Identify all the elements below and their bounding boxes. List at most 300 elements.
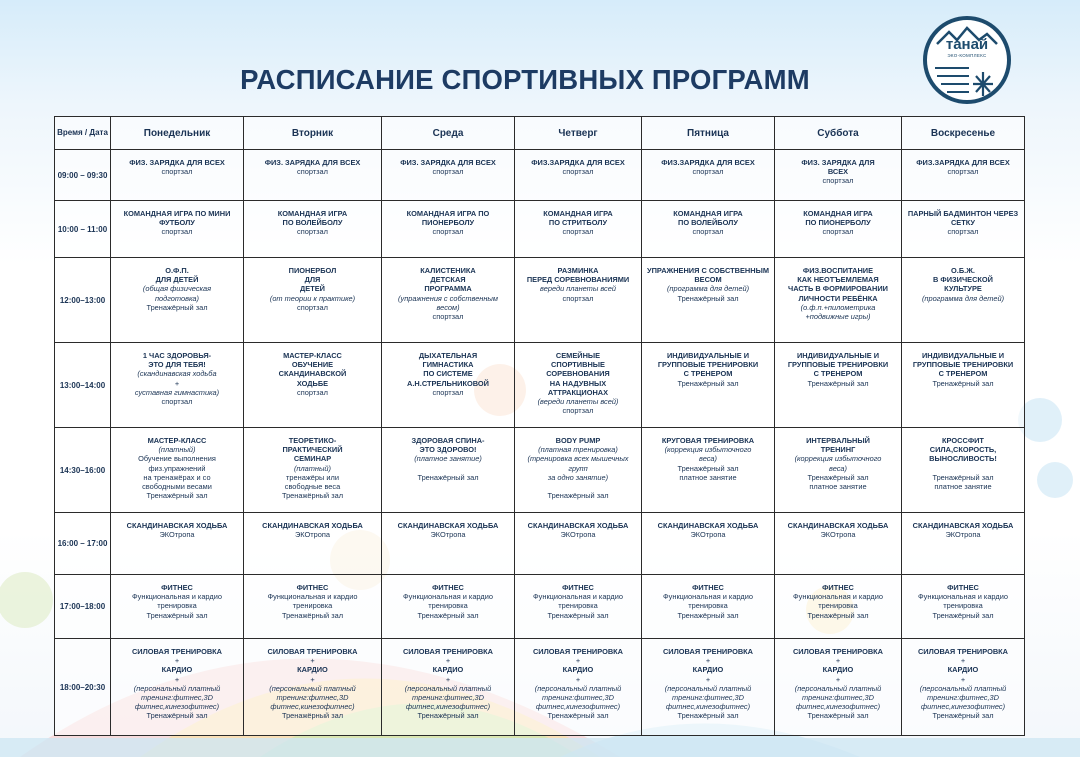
activity-detail-line: + — [310, 674, 315, 684]
activity-detail-line: свободными весами — [142, 482, 212, 492]
activity-title-line: ПЕРЕД СОРЕВНОВАНИЯМИ — [526, 275, 630, 285]
schedule-cell-sunday — [902, 258, 1025, 343]
activity-title-line: ИНТЕРВАЛЬНЫЙ — [806, 436, 870, 445]
schedule-cell-monday — [111, 201, 244, 258]
activity-title-line: КРУГОВАЯ ТРЕНИРОВКА — [661, 436, 755, 445]
activity-title-line: КОМАНДНАЯ ИГРА — [673, 209, 743, 218]
activity-title-line: СИЛОВАЯ ТРЕНИРОВКА — [662, 647, 754, 656]
schedule-row — [55, 258, 1025, 343]
activity-title-line: ФИТНЕС — [692, 583, 724, 592]
activity-title-line: ДЕТСКАЯ — [430, 275, 466, 285]
activity-title-line: ОБУЧЕНИЕ — [291, 360, 334, 370]
activity-title-line: ДЛЯ — [304, 275, 321, 285]
day-header-monday: Понедельник — [111, 117, 244, 150]
schedule-cell-tuesday — [244, 201, 382, 258]
activity-title-line: КРОССФИТ — [942, 436, 984, 445]
activity-title-line: ФИТНЕС — [296, 583, 329, 592]
schedule-cell-monday — [111, 343, 244, 428]
activity-detail-line: спортзал — [562, 227, 594, 237]
activity-title-line: ЧАСТЬ В ФОРМИРОВАНИИ — [788, 284, 888, 294]
schedule-cell-friday — [642, 639, 775, 736]
activity-detail-line: + — [174, 378, 180, 388]
activity-title-line: С ТРЕНЕРОМ — [938, 369, 988, 379]
activity-title-line: ХОДЬБЕ — [296, 378, 329, 388]
schedule-cell-monday — [111, 639, 244, 736]
activity-detail-line: спортзал — [297, 302, 328, 312]
activity-title-line: ПО ВОЛЕЙБОЛУ — [282, 218, 343, 228]
schedule-cell-saturday — [775, 150, 902, 201]
time-slot-label: 18:00–20:30 — [55, 639, 111, 736]
activity-detail-line: + — [960, 674, 966, 684]
activity-detail-line: Функциональная и кардио — [533, 592, 623, 602]
activity-title-line: СЕТКУ — [950, 218, 976, 228]
activity-detail-line: (платный) — [293, 463, 332, 473]
day-header-thursday: Четверг — [515, 117, 642, 150]
schedule-cell-wednesday — [382, 343, 515, 428]
activity-title-line: КАРДИО — [947, 665, 979, 675]
activity-title-line: ПО ПИОНЕРБОЛУ — [805, 218, 871, 228]
schedule-cell-friday — [642, 201, 775, 258]
time-slot-label: 13:00–14:00 — [55, 343, 111, 428]
schedule-cell-tuesday — [244, 343, 382, 428]
activity-detail-line: спортзал — [432, 387, 464, 397]
activity-detail-line: Функциональная и кардио — [793, 592, 883, 602]
activity-detail-line: спортзал — [161, 397, 193, 407]
activity-detail-line: фитнес,кинезофитнес) — [535, 702, 621, 712]
activity-title-line: ФУТБОЛУ — [159, 218, 195, 228]
activity-title-line: ИНДИВИДУАЛЬНЫЕ И — [666, 351, 750, 360]
schedule-cell-wednesday — [382, 513, 515, 575]
schedule-cell-tuesday — [244, 150, 382, 201]
activity-detail-line: спортзал — [947, 167, 979, 177]
schedule-cell-saturday — [775, 428, 902, 513]
schedule-cell-thursday — [515, 201, 642, 258]
activity-title-line: ЗДОРОВАЯ СПИНА- — [411, 436, 485, 445]
activity-detail-line: платное занятие — [934, 482, 992, 492]
activity-detail-line: + — [705, 674, 711, 684]
activity-title-line: КОМАНДНАЯ ИГРА — [543, 209, 613, 218]
activity-title-line: КАРДИО — [822, 665, 854, 675]
activity-detail-line: Тренажёрный зал — [677, 293, 739, 303]
activity-title-line: ФИТНЕС — [562, 583, 594, 592]
activity-title-line: СПОРТИВНЫЕ — [551, 360, 605, 370]
activity-detail-line: веса) — [829, 463, 847, 473]
activity-detail-line: (вереди планеты всей) — [537, 397, 619, 407]
tanay-logo-icon — [921, 14, 1013, 106]
schedule-row — [55, 428, 1025, 513]
activity-detail-line: тренировка — [818, 601, 858, 611]
activity-detail-line: Функциональная и кардио — [132, 592, 222, 602]
schedule-row — [55, 201, 1025, 258]
activity-detail-line: фитнес,кинезофитнес) — [795, 702, 881, 712]
activity-detail-line: Тренажёрный зал — [677, 610, 739, 620]
activity-title-line: ФИТНЕС — [161, 583, 193, 592]
activity-title-line: А.Н.СТРЕЛЬНИКОВОЙ — [407, 378, 489, 388]
activity-detail-line: спортзал — [161, 167, 193, 177]
activity-title-line: ПО ВОЛЕЙБОЛУ — [678, 218, 738, 228]
schedule-cell-thursday — [515, 343, 642, 428]
activity-title-line: ПИОНЕРБОЛУ — [421, 218, 475, 228]
schedule-cell-wednesday — [382, 575, 515, 639]
activity-title-line: С ТРЕНЕРОМ — [683, 369, 733, 379]
activity-detail-line: спортзал — [822, 227, 854, 237]
schedule-cell-thursday — [515, 150, 642, 201]
activity-detail-line: (персональный платный — [404, 683, 492, 693]
activity-detail-line: тренировка — [688, 601, 728, 611]
schedule-cell-sunday — [902, 639, 1025, 736]
activity-title-line: ФИЗ.ЗАРЯДКА ДЛЯ ВСЕХ — [531, 158, 625, 167]
activity-detail-line: (персональный платный — [133, 683, 221, 693]
activity-title-line: СИЛОВАЯ ТРЕНИРОВКА — [402, 647, 494, 656]
schedule-table — [54, 116, 1025, 736]
activity-detail-line: спортзал — [432, 227, 464, 237]
activity-title-line: ФИЗ. ЗАРЯДКА ДЛЯ ВСЕХ — [264, 158, 361, 167]
activity-detail-line: Функциональная и кардио — [403, 592, 493, 602]
activity-title-line: СКАНДИНАВСКАЯ ХОДЬБА — [527, 521, 629, 530]
activity-detail-line: спортзал — [947, 227, 979, 237]
activity-title-line: 1 ЧАС ЗДОРОВЬЯ- — [142, 351, 212, 360]
activity-detail-line: (коррекция избыточного — [664, 445, 752, 455]
activity-detail-line: + — [835, 656, 841, 666]
day-header-saturday: Суббота — [775, 117, 902, 150]
activity-detail-line: Функциональная и кардио — [267, 592, 358, 602]
activity-title-line: ВСЕХ — [827, 167, 849, 177]
activity-title-line: ПО СТРИТБОЛУ — [548, 218, 608, 228]
activity-title-line: ВЕСОМ — [694, 275, 722, 285]
activity-detail-line: Тренажёрный зал — [932, 711, 994, 721]
schedule-cell-wednesday — [382, 150, 515, 201]
ground-strip — [0, 738, 1080, 757]
activity-detail-line: (о.ф.п.+пилометрика — [800, 302, 876, 312]
activity-detail-line: тренировка — [558, 601, 598, 611]
schedule-cell-monday — [111, 150, 244, 201]
activity-detail-line: Тренажёрный зал — [146, 610, 208, 620]
activity-title-line: НА НАДУВНЫХ — [549, 378, 607, 388]
activity-detail-line: тренинг:фитнес,3D — [672, 693, 744, 703]
activity-title-line: КАЛИСТЕНИКА — [420, 266, 476, 275]
time-slot-label: 14:30–16:00 — [55, 428, 111, 513]
activity-detail-line: свободные веса — [284, 482, 341, 492]
activity-detail-line: Тренажёрный зал — [281, 491, 344, 501]
activity-detail-line: спортзал — [692, 167, 724, 177]
activity-title-line: ФИТНЕС — [947, 583, 979, 592]
activity-title-line: ГРУППОВЫЕ ТРЕНИРОВКИ — [912, 360, 1014, 370]
activity-detail-line: тренировка — [943, 601, 983, 611]
activity-title-line: ПРОГРАММА — [424, 284, 472, 294]
activity-title-line: КАРДИО — [297, 665, 328, 675]
activity-detail-line: Тренажёрный зал — [807, 472, 869, 482]
activity-detail-line: тренинг:фитнес,3D — [542, 693, 614, 703]
activity-detail-line: (общая физическая — [142, 284, 212, 294]
activity-detail-line: тренинг:фитнес,3D — [276, 693, 349, 703]
activity-detail-line: ЭКОтропа — [945, 530, 981, 540]
activity-detail-line: + — [575, 674, 581, 684]
schedule-cell-friday — [642, 513, 775, 575]
activity-detail-line: спортзал — [161, 227, 193, 237]
schedule-cell-monday — [111, 428, 244, 513]
activity-detail-line: весом) — [436, 302, 460, 312]
activity-title-line: ФИЗ.ВОСПИТАНИЕ — [802, 266, 874, 275]
schedule-cell-sunday — [902, 150, 1025, 201]
activity-detail-line: Тренажёрный зал — [547, 711, 609, 721]
header-row — [55, 117, 1025, 150]
activity-detail-line: тренинг:фитнес,3D — [927, 693, 999, 703]
activity-detail-line: Тренажёрный зал — [417, 472, 479, 482]
activity-detail-line: спортзал — [297, 227, 328, 237]
schedule-cell-friday — [642, 258, 775, 343]
activity-title-line: ФИЗ. ЗАРЯДКА ДЛЯ — [801, 158, 875, 167]
activity-title-line: ИНДИВИДУАЛЬНЫЕ И — [796, 351, 880, 360]
activity-detail-line: спортзал — [692, 227, 724, 237]
activity-title-line: КОМАНДНАЯ ИГРА ПО — [406, 209, 490, 218]
activity-detail-line: тренировка — [292, 601, 333, 611]
activity-detail-line — [517, 482, 639, 491]
day-header-friday: Пятница — [642, 117, 775, 150]
activity-title-line: О.Б.Ж. — [951, 266, 975, 275]
schedule-row — [55, 513, 1025, 575]
activity-detail-line: тренажёры или — [286, 472, 339, 482]
schedule-row — [55, 575, 1025, 639]
schedule-cell-friday — [642, 428, 775, 513]
schedule-cell-saturday — [775, 343, 902, 428]
day-header-sunday: Воскресенье — [902, 117, 1025, 150]
schedule-cell-sunday — [902, 428, 1025, 513]
activity-title-line: ТЕОРЕТИКО- — [288, 436, 337, 445]
activity-title-line: ИНДИВИДУАЛЬНЫЕ И — [921, 351, 1005, 360]
activity-title-line: О.Ф.П. — [165, 266, 189, 275]
activity-detail-line: Тренажёрный зал — [932, 378, 994, 388]
activity-detail-line: (платный) — [158, 445, 196, 455]
activity-detail-line: ЭКОтропа — [690, 530, 726, 540]
activity-detail-line: Тренажёрный зал — [807, 610, 869, 620]
activity-title-line: ФИЗ. ЗАРЯДКА ДЛЯ ВСЕХ — [400, 158, 496, 167]
activity-detail-line: на тренажёрах и со — [143, 472, 211, 482]
activity-title-line: ГИМНАСТИКА — [422, 360, 474, 370]
activity-detail-line: + — [445, 674, 451, 684]
activity-title-line: КАРДИО — [692, 665, 724, 675]
activity-detail-line: (персональный платный — [534, 683, 622, 693]
activity-detail-line: (программа для детей) — [921, 293, 1005, 303]
schedule-cell-wednesday — [382, 639, 515, 736]
activity-title-line: ФИЗ. ЗАРЯДКА ДЛЯ ВСЕХ — [129, 158, 225, 167]
activity-detail-line: ЭКОтропа — [560, 530, 596, 540]
activity-title-line: ДЫХАТЕЛЬНАЯ — [418, 351, 478, 360]
schedule-cell-thursday — [515, 428, 642, 513]
bg-circle — [1037, 462, 1073, 498]
activity-detail-line: (платное занятие) — [414, 454, 482, 464]
activity-title-line: РАЗМИНКА — [557, 266, 599, 275]
activity-detail-line: фитнес,кинезофитнес) — [665, 702, 751, 712]
activity-detail-line: тренинг:фитнес,3D — [141, 693, 213, 703]
activity-detail-line: (от теории к практике) — [269, 293, 356, 303]
activity-detail-line: Тренажёрный зал — [932, 610, 994, 620]
bg-circle — [0, 572, 53, 628]
activity-title-line: СИЛА,СКОРОСТЬ, — [929, 445, 997, 455]
activity-detail-line: Тренажёрный зал — [547, 491, 609, 501]
activity-detail-line: Тренажёрный зал — [417, 610, 479, 620]
schedule-cell-thursday — [515, 575, 642, 639]
activity-title-line: ПИОНЕРБОЛ — [288, 266, 337, 275]
activity-title-line: СЕМИНАР — [293, 454, 332, 464]
time-slot-label: 10:00 – 11:00 — [55, 201, 111, 258]
schedule-cell-saturday — [775, 639, 902, 736]
activity-detail-line: Тренажёрный зал — [146, 302, 208, 312]
activity-title-line: УПРАЖНЕНИЯ С СОБСТВЕННЫМ — [647, 266, 769, 275]
activity-detail-line: суставная гимнастика) — [134, 387, 220, 397]
activity-detail-line: физ.упражнений — [148, 463, 206, 473]
activity-title-line: СИЛОВАЯ ТРЕНИРОВКА — [532, 647, 624, 656]
schedule-body — [55, 150, 1025, 736]
activity-detail-line: + — [174, 674, 180, 684]
activity-detail-line: Тренажёрный зал — [146, 491, 208, 501]
activity-title-line: ЭТО ДЛЯ ТЕБЯ! — [148, 360, 206, 370]
activity-detail-line: спортзал — [562, 406, 594, 416]
activity-title-line: КОМАНДНАЯ ИГРА ПО МИНИ — [123, 209, 231, 218]
activity-title-line: СИЛОВАЯ ТРЕНИРОВКА — [792, 647, 884, 656]
schedule-cell-wednesday — [382, 258, 515, 343]
schedule-row — [55, 150, 1025, 201]
activity-title-line: СКАНДИНАВСКОЙ — [278, 369, 347, 379]
activity-detail-line: (тренировка всех мышечных — [527, 454, 629, 464]
day-header-wednesday: Среда — [382, 117, 515, 150]
activity-detail-line: (персональный платный — [919, 683, 1007, 693]
activity-title-line: ФИТНЕС — [822, 583, 854, 592]
activity-detail-line: подготовка) — [154, 293, 200, 303]
activity-detail-line: фитнес,кинезофитнес) — [134, 702, 220, 712]
activity-detail-line: групп — [568, 463, 588, 473]
activity-detail-line: Тренажёрный зал — [807, 711, 869, 721]
time-slot-label: 12:00–13:00 — [55, 258, 111, 343]
activity-title-line: ФИТНЕС — [432, 583, 464, 592]
activity-detail-line: спортзал — [432, 312, 464, 322]
schedule-row — [55, 343, 1025, 428]
activity-detail-line: (скандинавская ходьба — [137, 369, 217, 379]
activity-title-line: МАСТЕР-КЛАСС — [283, 351, 342, 360]
activity-detail-line: + — [174, 656, 180, 666]
schedule-cell-saturday — [775, 258, 902, 343]
activity-detail-line: + — [310, 656, 315, 666]
activity-detail-line: (программа для детей) — [666, 284, 750, 294]
activity-title-line: СИЛОВАЯ ТРЕНИРОВКА — [917, 647, 1009, 656]
activity-detail-line: спортзал — [297, 387, 328, 397]
activity-detail-line: (коррекция избыточного — [794, 454, 882, 464]
schedule-cell-sunday — [902, 201, 1025, 258]
activity-detail-line: Тренажёрный зал — [281, 711, 344, 721]
activity-detail-line: Тренажёрный зал — [146, 711, 208, 721]
activity-detail-line: (упражнения с собственным — [398, 293, 498, 303]
schedule-row — [55, 639, 1025, 736]
time-column-header: Время / Дата — [55, 117, 111, 150]
schedule-cell-wednesday — [382, 428, 515, 513]
schedule-cell-thursday — [515, 258, 642, 343]
activity-detail-line: спортзал — [297, 167, 328, 177]
schedule-cell-tuesday — [244, 428, 382, 513]
schedule-cell-thursday — [515, 639, 642, 736]
activity-title-line: КОМАНДНАЯ ИГРА — [277, 209, 348, 218]
logo-subtitle: ЭКО-КОМПЛЕКС — [947, 53, 987, 58]
schedule-cell-tuesday — [244, 575, 382, 639]
schedule-cell-tuesday — [244, 513, 382, 575]
activity-detail-line: платное занятие — [679, 472, 737, 482]
activity-title-line: СКАНДИНАВСКАЯ ХОДЬБА — [262, 521, 363, 530]
activity-title-line: ПАРНЫЙ БАДМИНТОН ЧЕРЕЗ — [907, 209, 1019, 218]
activity-title-line: ФИЗ.ЗАРЯДКА ДЛЯ ВСЕХ — [661, 158, 755, 167]
activity-title-line: КУЛЬТУРЕ — [944, 284, 982, 294]
activity-title-line: С ТРЕНЕРОМ — [813, 369, 863, 379]
activity-detail-line: (персональный платный — [664, 683, 752, 693]
activity-detail-line: вереди планеты всей — [540, 284, 616, 294]
activity-detail-line — [384, 464, 512, 473]
activity-detail-line: + — [960, 656, 966, 666]
activity-detail-line: тренинг:фитнес,3D — [802, 693, 874, 703]
activity-detail-line: за одно занятие) — [547, 472, 609, 482]
activity-title-line: СИЛОВАЯ ТРЕНИРОВКА — [131, 647, 223, 656]
activity-title-line: АТТРАКЦИОНАХ — [547, 387, 609, 397]
activity-detail-line: спортзал — [822, 176, 854, 186]
activity-detail-line: (персональный платный — [269, 683, 356, 693]
activity-detail-line: спортзал — [562, 293, 594, 303]
activity-title-line: ПРАКТИЧЕСКИЙ — [282, 445, 343, 455]
activity-detail-line: + — [445, 656, 451, 666]
activity-detail-line: Обучение выполнения — [138, 454, 216, 464]
activity-detail-line: Тренажёрный зал — [807, 378, 869, 388]
schedule-cell-friday — [642, 150, 775, 201]
activity-detail-line: Тренажёрный зал — [677, 378, 739, 388]
activity-detail-line: Тренажёрный зал — [547, 610, 609, 620]
activity-title-line: КОМАНДНАЯ ИГРА — [803, 209, 873, 218]
activity-detail-line: фитнес,кинезофитнес) — [405, 702, 491, 712]
activity-title-line: ДЛЯ ДЕТЕЙ — [155, 275, 199, 285]
schedule-cell-friday — [642, 575, 775, 639]
activity-detail-line: тренировка — [157, 601, 197, 611]
activity-title-line: ГРУППОВЫЕ ТРЕНИРОВКИ — [787, 360, 889, 370]
schedule-cell-friday — [642, 343, 775, 428]
activity-detail-line: фитнес,кинезофитнес) — [920, 702, 1006, 712]
activity-detail-line: + — [575, 656, 581, 666]
activity-title-line: СКАНДИНАВСКАЯ ХОДЬБА — [912, 521, 1014, 530]
activity-title-line: ПО СИСТЕМЕ — [423, 369, 473, 379]
activity-detail-line: Функциональная и кардио — [663, 592, 753, 602]
activity-detail-line: Функциональная и кардио — [918, 592, 1008, 602]
activity-detail-line: ЭКОтропа — [294, 530, 330, 540]
activity-title-line: СКАНДИНАВСКАЯ ХОДЬБА — [657, 521, 759, 530]
activity-title-line: СИЛОВАЯ ТРЕНИРОВКА — [267, 647, 358, 656]
activity-detail-line: тренинг:фитнес,3D — [412, 693, 484, 703]
activity-detail-line: ЭКОтропа — [159, 530, 195, 540]
activity-detail-line — [904, 464, 1022, 473]
activity-detail-line: +подвижные игры) — [805, 312, 871, 322]
activity-detail-line: ЭКОтропа — [820, 530, 856, 540]
activity-title-line: BODY PUMP — [555, 436, 601, 445]
schedule-cell-thursday — [515, 513, 642, 575]
activity-detail-line: + — [835, 674, 841, 684]
activity-detail-line: тренировка — [428, 601, 468, 611]
schedule-cell-tuesday — [244, 258, 382, 343]
activity-title-line: СКАНДИНАВСКАЯ ХОДЬБА — [787, 521, 889, 530]
activity-title-line: КАРДИО — [562, 665, 594, 675]
activity-detail-line: Тренажёрный зал — [677, 711, 739, 721]
activity-title-line: МАСТЕР-КЛАСС — [147, 436, 207, 445]
schedule-cell-saturday — [775, 201, 902, 258]
schedule-cell-sunday — [902, 513, 1025, 575]
schedule-cell-sunday — [902, 575, 1025, 639]
activity-title-line: СЕМЕЙНЫЕ — [555, 351, 601, 360]
activity-detail-line: спортзал — [562, 167, 594, 177]
schedule-cell-tuesday — [244, 639, 382, 736]
activity-title-line: ЭТО ЗДОРОВО! — [419, 445, 477, 455]
schedule-cell-monday — [111, 513, 244, 575]
activity-title-line: КАК НЕОТЪЕМЛЕМАЯ — [797, 275, 879, 285]
